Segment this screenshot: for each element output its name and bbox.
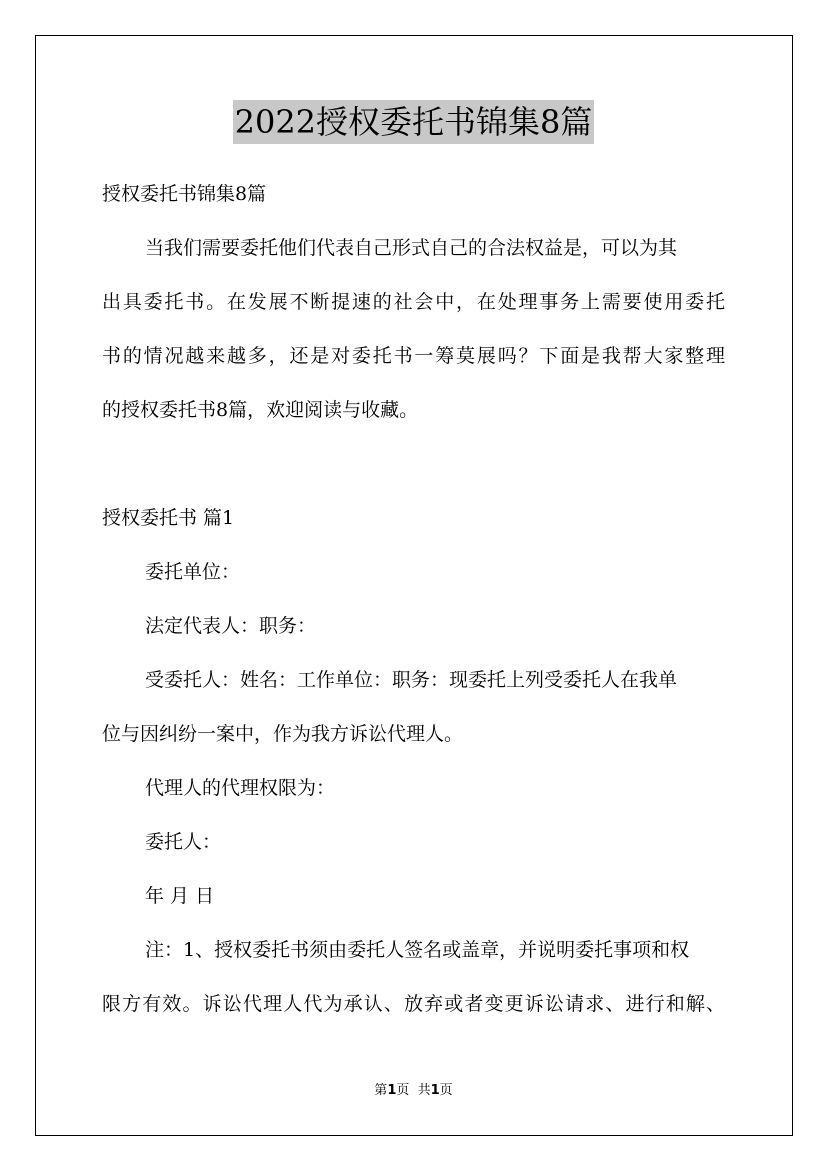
agent-field-line-2: 位与因纠纷一案中，作为我方诉讼代理人。 — [102, 723, 464, 745]
agent-scope-field: 代理人的代理权限为： — [145, 777, 336, 799]
footer-page-prefix: 第 — [374, 1083, 388, 1098]
client-unit-field: 委托单位： — [145, 561, 241, 583]
section-heading: 授权委托书 篇1 — [102, 507, 235, 529]
note-line-1: 注：1、授权委托书须由委托人签名或盖章，并说明委托事项和权 — [145, 939, 690, 961]
document-title-text: 2022授权委托书锦集8篇 — [233, 100, 595, 144]
date-field: 年 月 日 — [145, 885, 215, 907]
intro-line-4: 的授权委托书8篇，欢迎阅读与收藏。 — [102, 399, 419, 421]
legal-rep-field: 法定代表人：职务： — [145, 615, 317, 637]
intro-line-2: 出具委托书。在发展不断提速的社会中，在处理事务上需要使用委托 — [102, 291, 725, 313]
document-title — [0, 100, 827, 144]
footer-page-current: 1 — [387, 1083, 397, 1098]
client-field: 委托人： — [145, 831, 222, 853]
agent-field-line-1: 受委托人：姓名：工作单位：职务：现委托上列受委托人在我单 — [145, 669, 678, 691]
footer-page-total: 1 — [430, 1083, 440, 1098]
intro-line-3: 书的情况越来越多，还是对委托书一筹莫展吗？下面是我帮大家整理 — [102, 345, 725, 367]
page-footer — [0, 1082, 827, 1100]
footer-page-mid: 页 共 — [396, 1083, 431, 1098]
document-subtitle: 授权委托书锦集8篇 — [102, 183, 267, 205]
intro-line-1: 当我们需要委托他们代表自己形式自己的合法权益是，可以为其 — [145, 237, 678, 259]
footer-page-suffix: 页 — [439, 1083, 453, 1098]
note-line-2: 限方有效。诉讼代理人代为承认、放弃或者变更诉讼请求、进行和解、 — [102, 993, 725, 1015]
